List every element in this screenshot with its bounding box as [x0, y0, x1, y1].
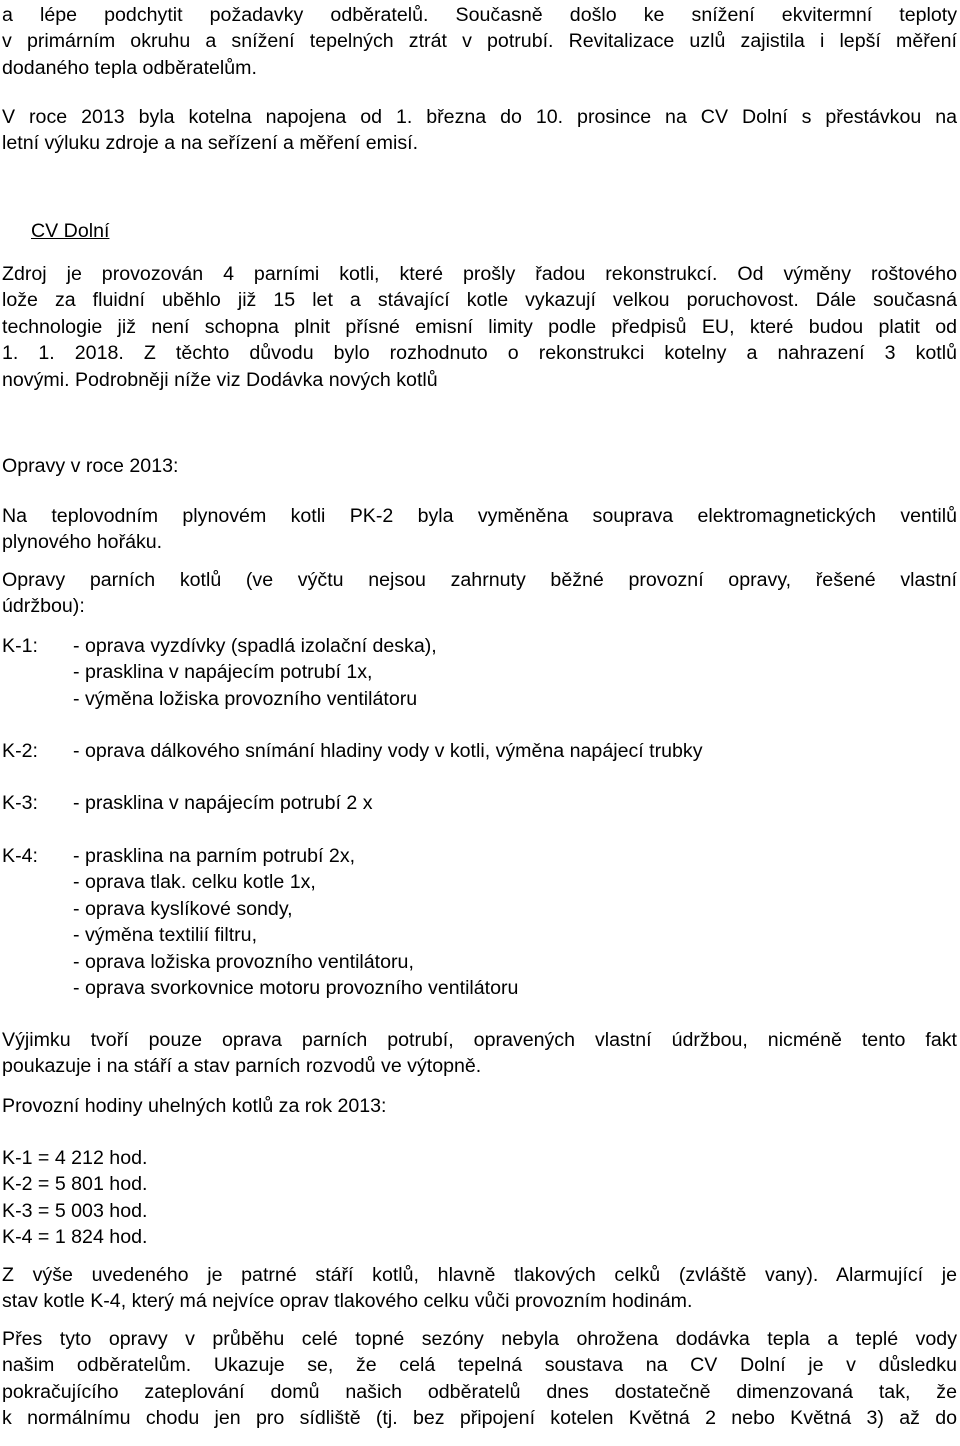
repair-label-k1: K-1:	[2, 635, 38, 657]
repair-item: - výměna textilií filtru,	[73, 924, 258, 947]
exception-line-2: poukazuje i na stáří a stav parních rozvodů ve výtopně.	[2, 1055, 482, 1078]
repair-item: - prasklina v napájecím potrubí 2 x	[73, 792, 373, 814]
operation-line-2: letní výluku zdroje a na seřízení a měření emisí.	[2, 132, 419, 155]
steam-intro-paragraph	[2, 567, 957, 620]
gas-boiler-line-2: plynového hořáku.	[2, 531, 163, 554]
hours-item: K-3 = 5 003 hod.	[2, 1199, 148, 1222]
repair-item: - oprava vyzdívky (spadlá izolační deska),	[73, 635, 437, 657]
conclusion-line-1: Přes tyto opravy v průběhu celé topné sezóny nebyla ohrožena dodávka tepla a teplé vody	[2, 1328, 957, 1350]
repair-label-k2: K-2:	[2, 740, 38, 762]
repair-label-k3: K-3:	[2, 792, 38, 814]
source-line-5-text: novými. Podrobněji níže viz	[2, 368, 246, 391]
steam-intro-line-1: Opravy parních kotlů (ve výčtu nejsou zahrnuty běžné provozní opravy, řešené vlastní	[2, 569, 957, 591]
repair-items-k4	[73, 843, 518, 1001]
repair-item: - prasklina v napájecím potrubí 1x,	[73, 661, 373, 684]
conclusion-line-4: k normálnímu chodu jen pro sídliště (tj. bez připojení kotelen Květná 2 nebo Květná 3) až do	[2, 1407, 957, 1430]
section-reference: Dodávka nových kotlů	[245, 368, 438, 391]
repair-item: - výměna ložiska provozního ventilátoru	[73, 687, 418, 710]
source-line-5	[2, 367, 957, 393]
gas-boiler-paragraph	[2, 503, 957, 556]
hours-list	[2, 1145, 957, 1251]
repairs-heading	[2, 453, 957, 479]
repair-item: - oprava tlak. celku kotle 1x,	[73, 871, 316, 894]
source-line-3: technologie již není schopna plnit přísné emisní limity podle předpisů EU, které budou platit od	[2, 315, 957, 338]
repair-item: - oprava svorkovnice motoru provozního ventilátoru	[73, 977, 519, 1000]
hours-item: K-4 = 1 824 hod.	[2, 1226, 148, 1249]
exception-paragraph	[2, 1027, 957, 1080]
source-line-1: Zdroj je provozován 4 parními kotli, které prošly řadou rekonstrukcí. Od výměny roštového	[2, 263, 957, 285]
intro-line-3: dodaného tepla odběratelům.	[2, 56, 257, 79]
age-line-2: stav kotle K-4, který má nejvíce oprav tlakového celku vůči provozním hodinám.	[2, 1290, 693, 1313]
source-line-4: 1. 1. 2018. Z těchto důvodu bylo rozhodnuto o rekonstrukci kotelny a nahrazení 3 kotlů	[2, 342, 957, 365]
conclusion-line-3: pokračujícího zateplování domů našich odběratelů dnes dostatečně dimenzovaná tak, že	[2, 1380, 957, 1403]
hours-heading-text: Provozní hodiny uhelných kotlů za rok 2013:	[2, 1095, 387, 1117]
repair-item: - oprava ložiska provozního ventilátoru,	[73, 950, 414, 973]
operation-line-1: V roce 2013 byla kotelna napojena od 1. března do 10. prosince na CV Dolní s přestávkou na	[2, 106, 957, 128]
hours-item: K-2 = 5 801 hod.	[2, 1173, 148, 1196]
repair-label-k4: K-4:	[2, 845, 38, 867]
exception-line-1: Výjimku tvoří pouze oprava parních potrubí, opravených vlastní údržbou, nicméně tento fakt	[2, 1029, 957, 1051]
intro-paragraph	[2, 2, 957, 81]
intro-line-2: v primárním okruhu a snížení tepelných ztrát v potrubí. Revitalizace uzlů zajistila i lepší měření	[2, 30, 957, 53]
age-paragraph	[2, 1262, 957, 1315]
repair-items-k3	[73, 790, 373, 816]
hours-item: K-1 = 4 212 hod.	[2, 1147, 148, 1169]
repair-items-k2	[73, 738, 703, 764]
source-line-2: lože za fluidní uběhlo již 15 let a stávající kotle vykazují velkou poruchovost. Dále současná	[2, 289, 957, 312]
repair-item: - oprava dálkového snímání hladiny vody v kotli, výměna napájecí trubky	[73, 740, 703, 762]
repair-item: - oprava kyslíkové sondy,	[73, 897, 293, 920]
section-heading	[31, 218, 109, 244]
intro-line-1: a lépe podchytit požadavky odběratelů. Současně došlo ke snížení ekvitermní teploty	[2, 4, 957, 26]
conclusion-line-2: našim odběratelům. Ukazuje se, že celá tepelná soustava na CV Dolní je v důsledku	[2, 1354, 957, 1377]
repair-items-k1	[73, 633, 437, 712]
operation-paragraph	[2, 104, 957, 157]
age-line-1: Z výše uvedeného je patrné stáří kotlů, hlavně tlakových celků (zvláště vany). Alarmující je	[2, 1264, 957, 1286]
section-heading-text: CV Dolní	[31, 220, 110, 242]
steam-intro-line-2: údržbou):	[2, 595, 85, 618]
conclusion-paragraph	[2, 1326, 957, 1432]
gas-boiler-line-1: Na teplovodním plynovém kotli PK-2 byla vyměněna souprava elektromagnetických ventilů	[2, 505, 957, 527]
repairs-heading-text: Opravy v roce 2013:	[2, 455, 179, 477]
source-paragraph	[2, 261, 957, 393]
repair-item: - prasklina na parním potrubí 2x,	[73, 845, 356, 867]
hours-heading	[2, 1093, 957, 1119]
